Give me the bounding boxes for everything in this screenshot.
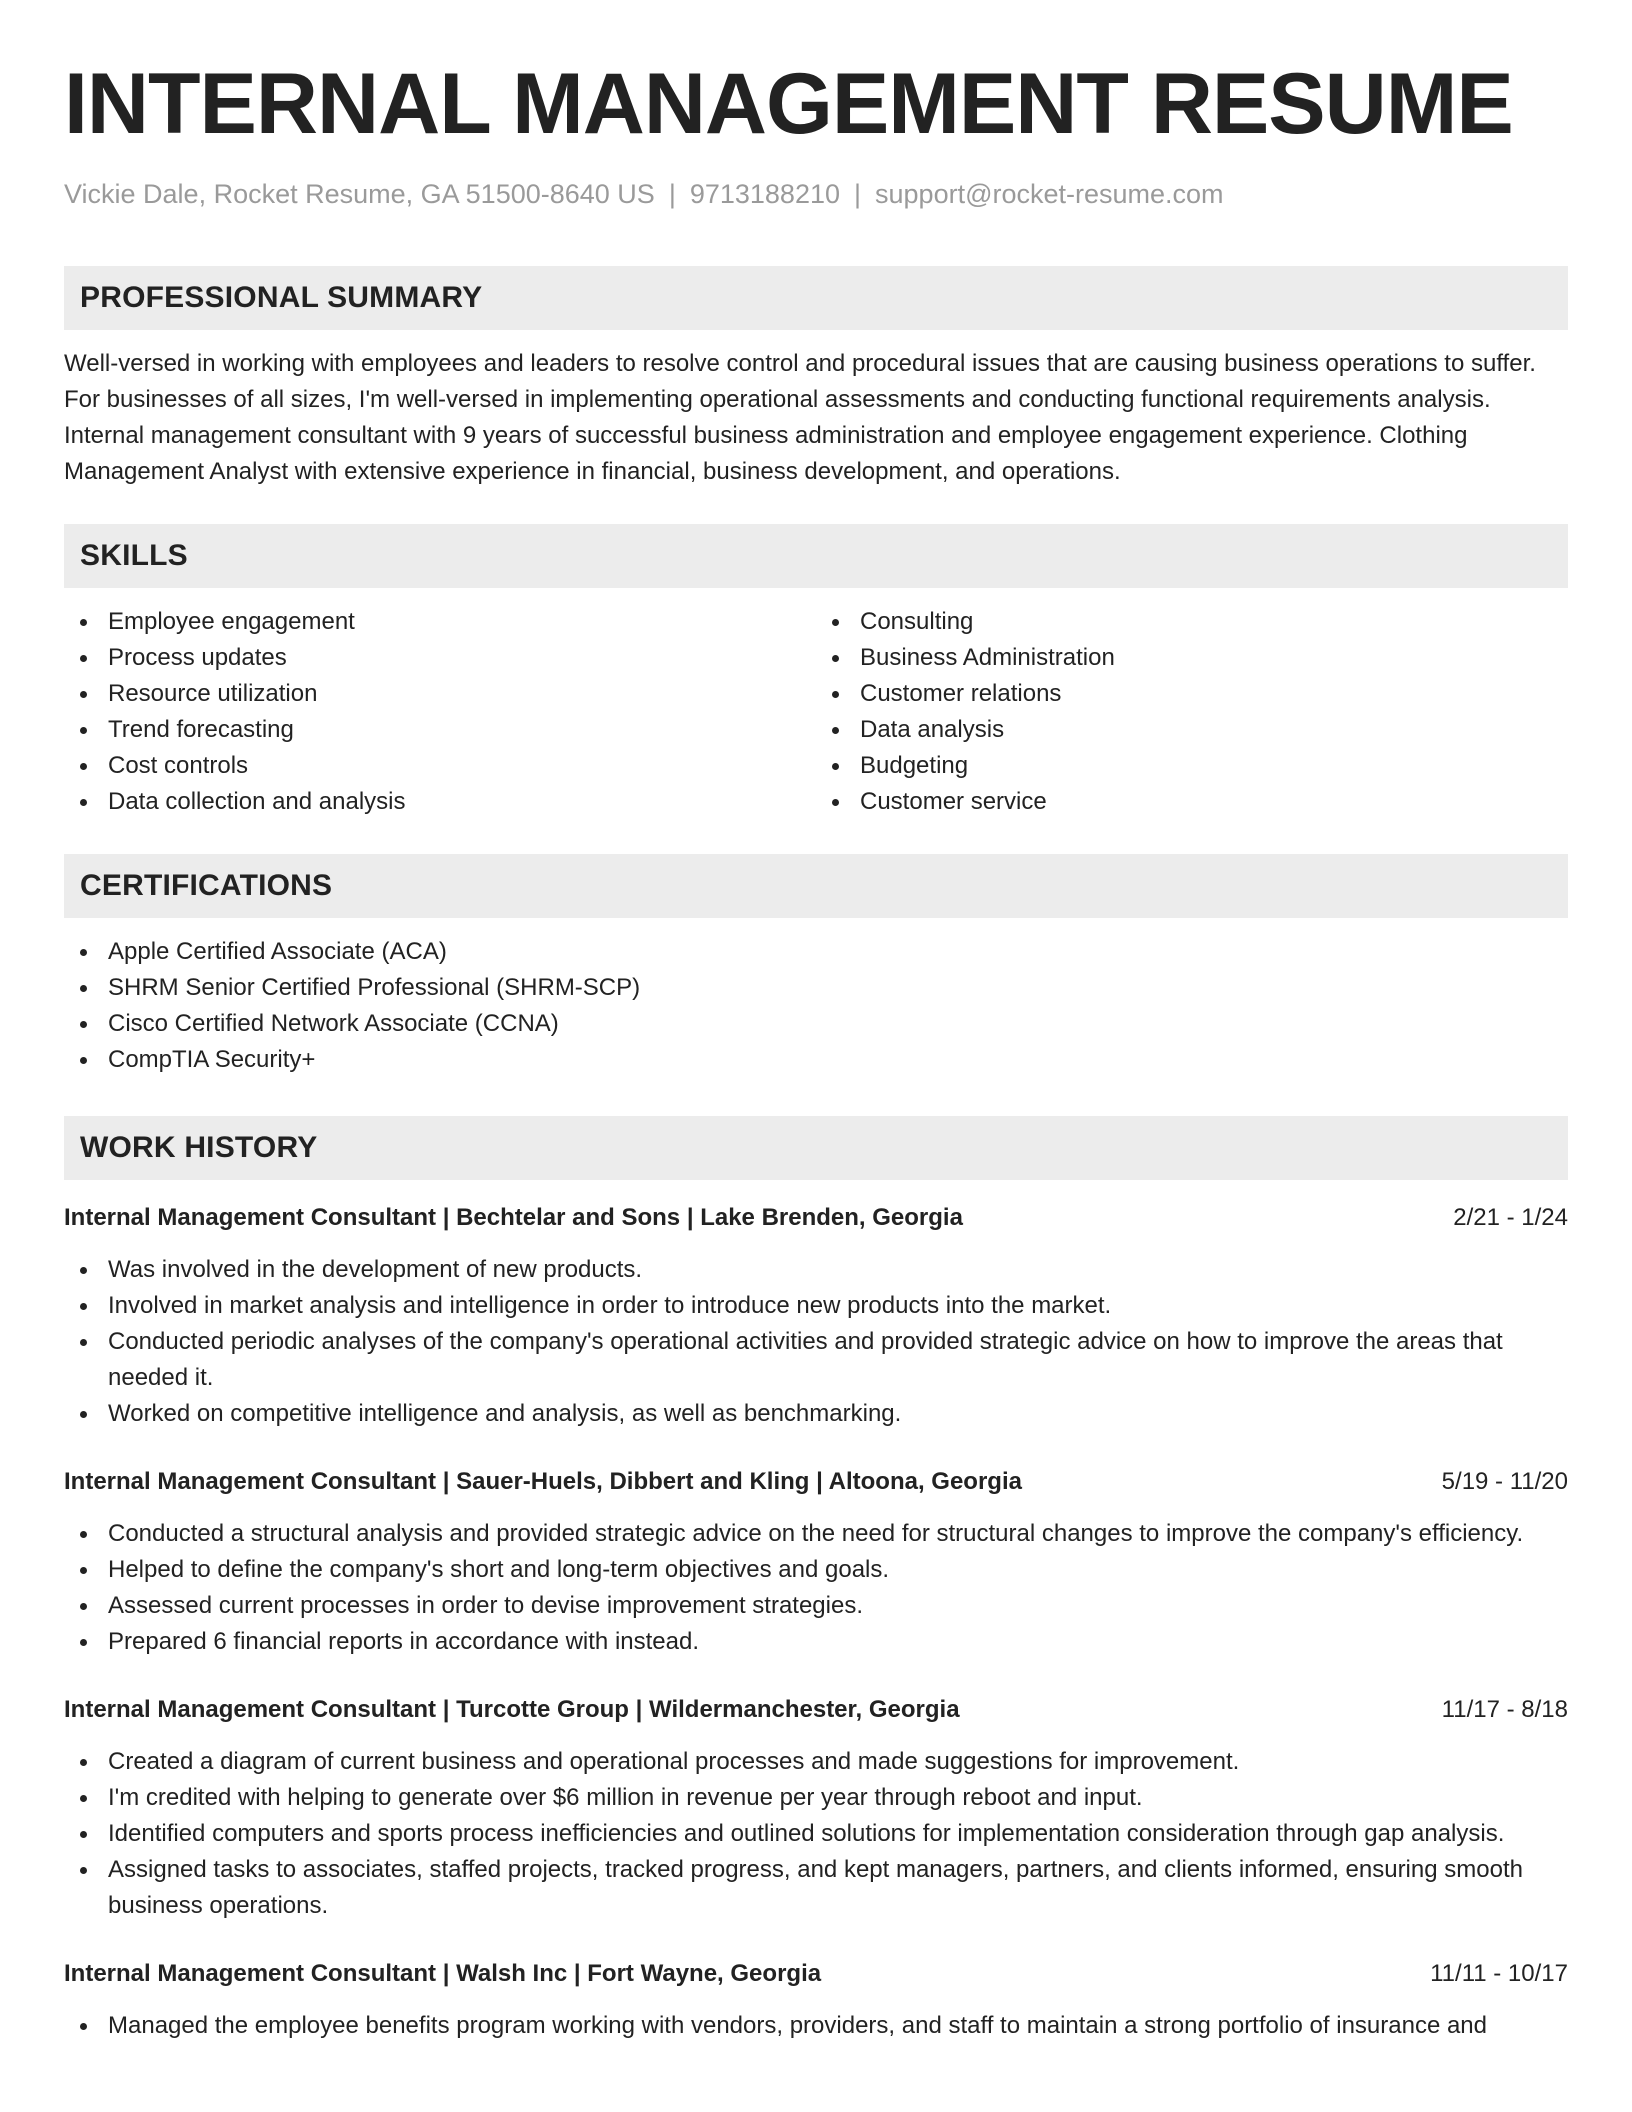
skill-item: Trend forecasting xyxy=(64,712,816,748)
job-bullet: Was involved in the development of new products. xyxy=(64,1252,1568,1288)
job-bullet: Involved in market analysis and intelligence in order to introduce new products into the market. xyxy=(64,1288,1568,1324)
summary-text: Well-versed in working with employees and leaders to resolve control and procedural issues that are causing business operations to suffer. For businesses of all sizes, I'm well-versed in implementing operational assessments and conducting functional requirements analysis. Internal management consultant with 9 years of successful business administration and employee engagement experience. Clothing Management Analyst with extensive experience in financial, business development, and operations. xyxy=(64,350,1536,485)
resume-title: INTERNAL MANAGEMENT RESUME xyxy=(64,56,1513,152)
job-bullets xyxy=(64,1516,1568,1660)
job-header xyxy=(64,1200,1568,1236)
job-entry xyxy=(64,1200,1568,1432)
job-bullet: Identified computers and sports process inefficiencies and outlined solutions for implementation consideration through gap analysis. xyxy=(64,1816,1568,1852)
job-bullet: Prepared 6 financial reports in accordance with instead. xyxy=(64,1624,1568,1660)
skill-item: Consulting xyxy=(816,604,1568,640)
work-history-section-header xyxy=(64,1116,1568,1180)
job-header xyxy=(64,1956,1568,1992)
job-title: Internal Management Consultant | Sauer-Huels, Dibbert and Kling | Altoona, Georgia xyxy=(64,1468,1022,1495)
skills-column-right xyxy=(816,604,1568,820)
job-title: Internal Management Consultant | Bechtelar and Sons | Lake Brenden, Georgia xyxy=(64,1204,963,1231)
skill-item: Employee engagement xyxy=(64,604,816,640)
skills-list xyxy=(64,604,1568,820)
contact-email: support@rocket-resume.com xyxy=(875,179,1224,209)
skill-item: Customer service xyxy=(816,784,1568,820)
job-header xyxy=(64,1464,1568,1500)
skills-section-header xyxy=(64,524,1568,588)
job-bullet: Conducted a structural analysis and provided strategic advice on the need for structural changes to improve the company's efficiency. xyxy=(64,1516,1568,1552)
contact-address: Vickie Dale, Rocket Resume, GA 51500-8640 US xyxy=(64,179,655,209)
job-header xyxy=(64,1692,1568,1728)
skills-column-left xyxy=(64,604,816,820)
skill-item: Budgeting xyxy=(816,748,1568,784)
contact-separator: | xyxy=(668,179,676,209)
skill-item: Resource utilization xyxy=(64,676,816,712)
job-bullets xyxy=(64,1744,1568,1924)
job-title: Internal Management Consultant | Walsh Inc | Fort Wayne, Georgia xyxy=(64,1960,822,1987)
job-bullet: I'm credited with helping to generate over $6 million in revenue per year through reboot and input. xyxy=(64,1780,1568,1816)
job-bullet: Assessed current processes in order to devise improvement strategies. xyxy=(64,1588,1568,1624)
summary-heading: PROFESSIONAL SUMMARY xyxy=(80,281,483,314)
job-entry xyxy=(64,1464,1568,1660)
job-title: Internal Management Consultant | Turcotte Group | Wildermanchester, Georgia xyxy=(64,1696,960,1723)
job-bullet: Assigned tasks to associates, staffed projects, tracked progress, and kept managers, partners, and clients informed, ensuring smooth business operations. xyxy=(64,1852,1568,1924)
certification-item: CompTIA Security+ xyxy=(64,1042,1568,1078)
certification-item: SHRM Senior Certified Professional (SHRM-SCP) xyxy=(64,970,1568,1006)
job-bullet: Managed the employee benefits program working with vendors, providers, and staff to maintain a strong portfolio of insurance and xyxy=(64,2008,1568,2044)
job-dates: 11/17 - 8/18 xyxy=(1441,1696,1568,1723)
skill-item: Data analysis xyxy=(816,712,1568,748)
certifications-section-header xyxy=(64,854,1568,918)
job-bullet: Conducted periodic analyses of the company's operational activities and provided strategic advice on how to improve the areas that needed it. xyxy=(64,1324,1568,1396)
certification-item: Cisco Certified Network Associate (CCNA) xyxy=(64,1006,1568,1042)
job-bullet: Worked on competitive intelligence and analysis, as well as benchmarking. xyxy=(64,1396,1568,1432)
job-bullets xyxy=(64,1252,1568,1432)
contact-separator: | xyxy=(854,179,862,209)
job-bullet: Created a diagram of current business and operational processes and made suggestions for improvement. xyxy=(64,1744,1568,1780)
job-dates: 5/19 - 11/20 xyxy=(1441,1468,1568,1495)
skill-item: Customer relations xyxy=(816,676,1568,712)
skill-item: Data collection and analysis xyxy=(64,784,816,820)
job-entry xyxy=(64,1956,1568,2044)
job-dates: 2/21 - 1/24 xyxy=(1453,1204,1568,1231)
skill-item: Process updates xyxy=(64,640,816,676)
job-dates: 11/11 - 10/17 xyxy=(1430,1960,1568,1987)
contact-phone: 9713188210 xyxy=(689,179,840,209)
job-bullet: Helped to define the company's short and long-term objectives and goals. xyxy=(64,1552,1568,1588)
job-bullets xyxy=(64,2008,1568,2044)
job-entry xyxy=(64,1692,1568,1924)
skill-item: Business Administration xyxy=(816,640,1568,676)
certifications-heading: CERTIFICATIONS xyxy=(80,869,333,902)
skill-item: Cost controls xyxy=(64,748,816,784)
contact-line xyxy=(64,176,1568,212)
certification-item: Apple Certified Associate (ACA) xyxy=(64,934,1568,970)
certifications-list xyxy=(64,934,1568,1078)
summary-section-header xyxy=(64,266,1568,330)
work-history-heading: WORK HISTORY xyxy=(80,1131,318,1164)
skills-heading: SKILLS xyxy=(80,539,188,572)
